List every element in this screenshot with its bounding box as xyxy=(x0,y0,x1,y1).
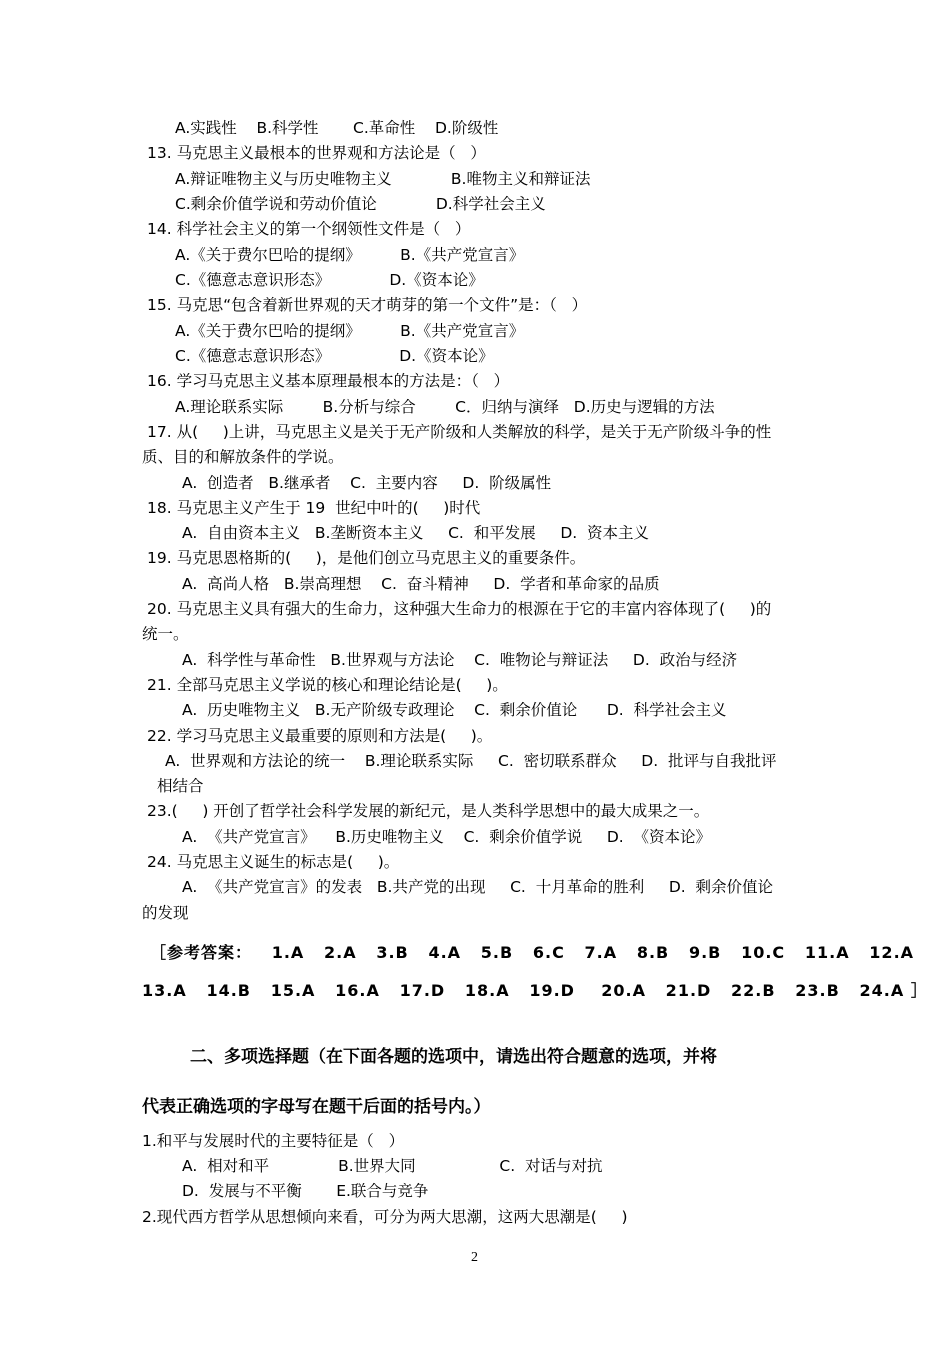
q22-options-cont: 相结合 xyxy=(157,777,204,795)
q18-stem: 18. 马克思主义产生于 19 世纪中叶的( )时代 xyxy=(147,499,481,517)
q23-stem: 23.( ) 开创了哲学社会科学发展的新纪元，是人类科学思想中的最大成果之一。 xyxy=(147,802,710,820)
q20-options: A. 科学性与革命性 B.世界观与方法论 C. 唯物论与辩证法 D. 政治与经济 xyxy=(182,651,738,669)
q17-stem-cont: 质、目的和解放条件的学说。 xyxy=(142,448,344,466)
q14-options-2: C.《德意志意识形态》 D.《资本论》 xyxy=(175,271,484,289)
q21-options: A. 历史唯物主义 B.无产阶级专政理论 C. 剩余价值论 D. 科学社会主义 xyxy=(182,701,727,719)
answer-key-line-1: ［参考答案： 1.A 2.A 3.B 4.A 5.B 6.C 7.A 8.B 9.B 10.C 11.A 12.A xyxy=(150,943,915,962)
mq1-options-1: A. 相对和平 B.世界大同 C. 对话与对抗 xyxy=(182,1157,603,1175)
q20-stem-cont: 统一。 xyxy=(142,625,189,643)
q14-options-1: A.《关于费尔巴哈的提纲》 B.《共产党宣言》 xyxy=(175,246,525,264)
q22-options: A. 世界观和方法论的统一 B.理论联系实际 C. 密切联系群众 D. 批评与自我批评 xyxy=(165,752,777,770)
q14-stem: 14. 科学社会主义的第一个纲领性文件是（ ） xyxy=(147,220,471,238)
q19-options: A. 高尚人格 B.崇高理想 C. 奋斗精神 D. 学者和革命家的品质 xyxy=(182,575,660,593)
q24-options-cont: 的发现 xyxy=(142,904,189,922)
q15-options-1: A.《关于费尔巴哈的提纲》 B.《共产党宣言》 xyxy=(175,322,525,340)
q21-stem: 21. 全部马克思主义学说的核心和理论结论是( )。 xyxy=(147,676,508,694)
mq1-stem: 1.和平与发展时代的主要特征是（ ） xyxy=(142,1132,405,1150)
q12-options: A.实践性 B.科学性 C.革命性 D.阶级性 xyxy=(175,119,499,137)
answer-key-line-2: 13.A 14.B 15.A 16.A 17.D 18.A 19.D 20.A 21.D 22.B 23.B 24.A ］ xyxy=(142,981,928,1000)
section-heading-cont: 代表正确选项的字母写在题干后面的括号内。） xyxy=(142,1097,491,1117)
q13-stem: 13. 马克思主义最根本的世界观和方法论是（ ） xyxy=(147,144,486,162)
q17-stem: 17. 从( )上讲，马克思主义是关于无产阶级和人类解放的科学，是关于无产阶级斗争的性 xyxy=(147,423,772,441)
mq2-stem: 2.现代西方哲学从思想倾向来看，可分为两大思潮，这两大思潮是( ) xyxy=(142,1208,628,1226)
q24-stem: 24. 马克思主义诞生的标志是( )。 xyxy=(147,853,400,871)
page-number: 2 xyxy=(471,1250,478,1265)
mq1-options-2: D. 发展与不平衡 E.联合与竞争 xyxy=(182,1182,429,1200)
q15-stem: 15. 马克思“包含着新世界观的天才萌芽的第一个文件”是：（ ） xyxy=(147,296,588,314)
q16-options: A.理论联系实际 B.分析与综合 C．归纳与演绎 D.历史与逻辑的方法 xyxy=(175,398,715,416)
q17-options: A. 创造者 B.继承者 C. 主要内容 D. 阶级属性 xyxy=(182,474,552,492)
q18-options: A. 自由资本主义 B.垄断资本主义 C. 和平发展 D. 资本主义 xyxy=(182,524,650,542)
q15-options-2: C.《德意志意识形态》 D.《资本论》 xyxy=(175,347,494,365)
q16-stem: 16. 学习马克思主义基本原理最根本的方法是：（ ） xyxy=(147,372,510,390)
q13-options-2: C.剩余价值学说和劳动价值论 D.科学社会主义 xyxy=(175,195,546,213)
q24-options: A. 《共产党宣言》的发表 B.共产党的出现 C. 十月革命的胜利 D. 剩余价值论 xyxy=(182,878,774,896)
q23-options: A. 《共产党宣言》 B.历史唯物主义 C. 剩余价值学说 D. 《资本论》 xyxy=(182,828,712,846)
q13-options-1: A.辩证唯物主义与历史唯物主义 B.唯物主义和辩证法 xyxy=(175,170,591,188)
q22-stem: 22. 学习马克思主义最重要的原则和方法是( )。 xyxy=(147,727,493,745)
q20-stem: 20. 马克思主义具有强大的生命力，这种强大生命力的根源在于它的丰富内容体现了( )的 xyxy=(147,600,772,618)
section-heading: 二、多项选择题（在下面各题的选项中，请选出符合题意的选项，并将 xyxy=(190,1047,717,1067)
q19-stem: 19. 马克思恩格斯的( )，是他们创立马克思主义的重要条件。 xyxy=(147,549,586,567)
